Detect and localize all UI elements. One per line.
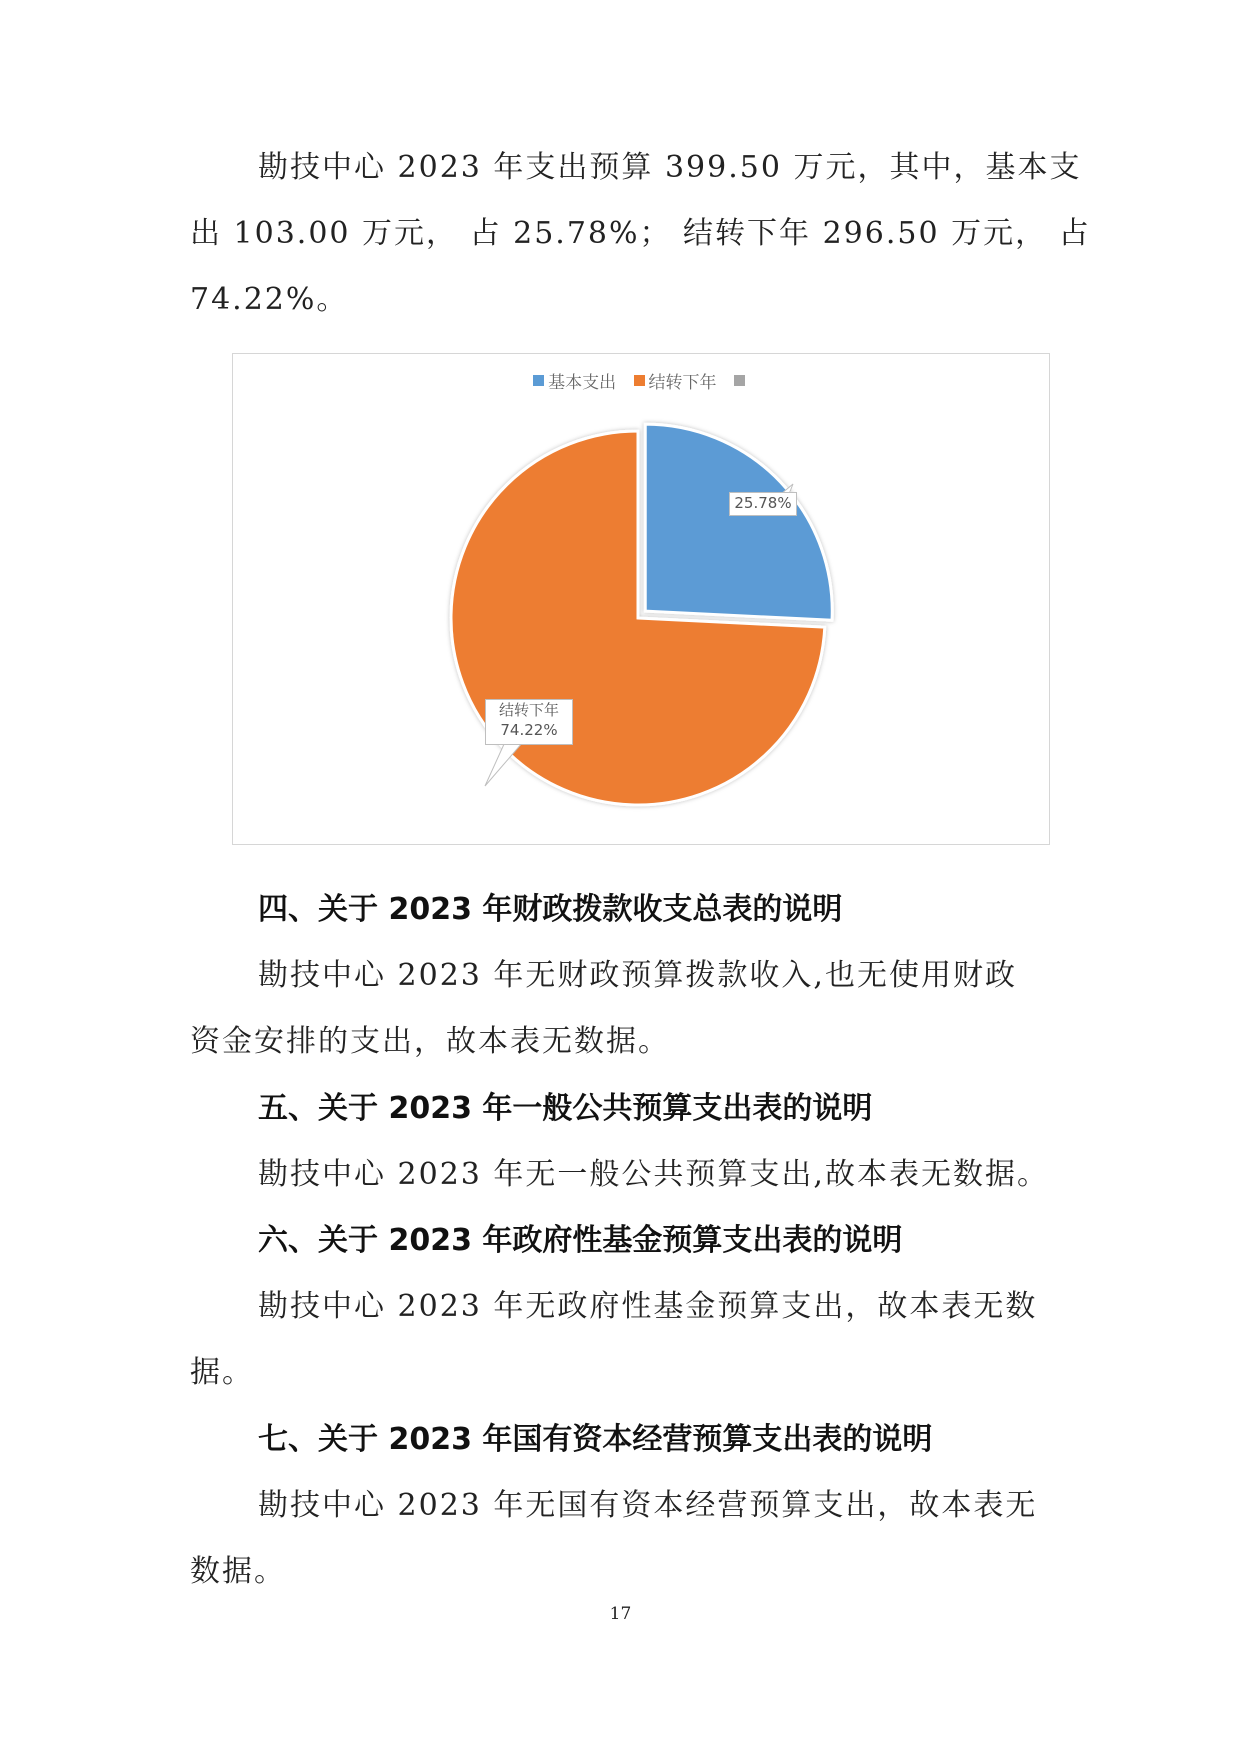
data-label-carryover-name: 结转下年: [498, 701, 559, 719]
section-7-line-2: 数据。: [190, 1554, 286, 1589]
section-7-line-1: 勘技中心 2023 年无国有资本经营预算支出，故本表无: [258, 1488, 1038, 1523]
pie-svg: [233, 354, 1049, 844]
data-label-carryover-value: 74.22%: [500, 721, 558, 739]
intro-line-2: 出 103.00 万元， 占 25.78%； 结转下年 296.50 万元， 占: [190, 216, 1091, 251]
section-6-line-1: 勘技中心 2023 年无政府性基金预算支出，故本表无数: [258, 1289, 1038, 1324]
page-number: 17: [609, 1604, 632, 1624]
legend-label-carryover: 结转下年: [648, 373, 717, 393]
section-5-line-1: 勘技中心 2023 年无一般公共预算支出,故本表无数据。: [258, 1157, 1049, 1192]
intro-line-3: 74.22%。: [190, 282, 349, 317]
pie-slice-0: [645, 424, 832, 620]
data-label-carryover: [485, 699, 573, 745]
section-heading-5: 五、关于 2023 年一般公共预算支出表的说明: [258, 1091, 873, 1126]
section-heading-6: 六、关于 2023 年政府性基金预算支出表的说明: [258, 1223, 903, 1258]
section-heading-7: 七、关于 2023 年国有资本经营预算支出表的说明: [258, 1422, 933, 1457]
section-4-line-2: 资金安排的支出，故本表无数据。: [190, 1024, 670, 1059]
section-heading-4: 四、关于 2023 年财政拨款收支总表的说明: [258, 892, 843, 927]
section-4-line-1: 勘技中心 2023 年无财政预算拨款收入,也无使用财政: [258, 958, 1017, 993]
data-label-basic-value: 25.78%: [734, 494, 792, 512]
section-6-line-2: 据。: [190, 1355, 254, 1390]
pie-chart: [232, 353, 1050, 845]
legend-label-basic: 基本支出: [548, 373, 617, 393]
intro-line-1: 勘技中心 2023 年支出预算 399.50 万元，其中，基本支: [258, 150, 1082, 185]
callout-pointer-carryover: [485, 742, 523, 786]
data-label-basic: [729, 492, 797, 516]
